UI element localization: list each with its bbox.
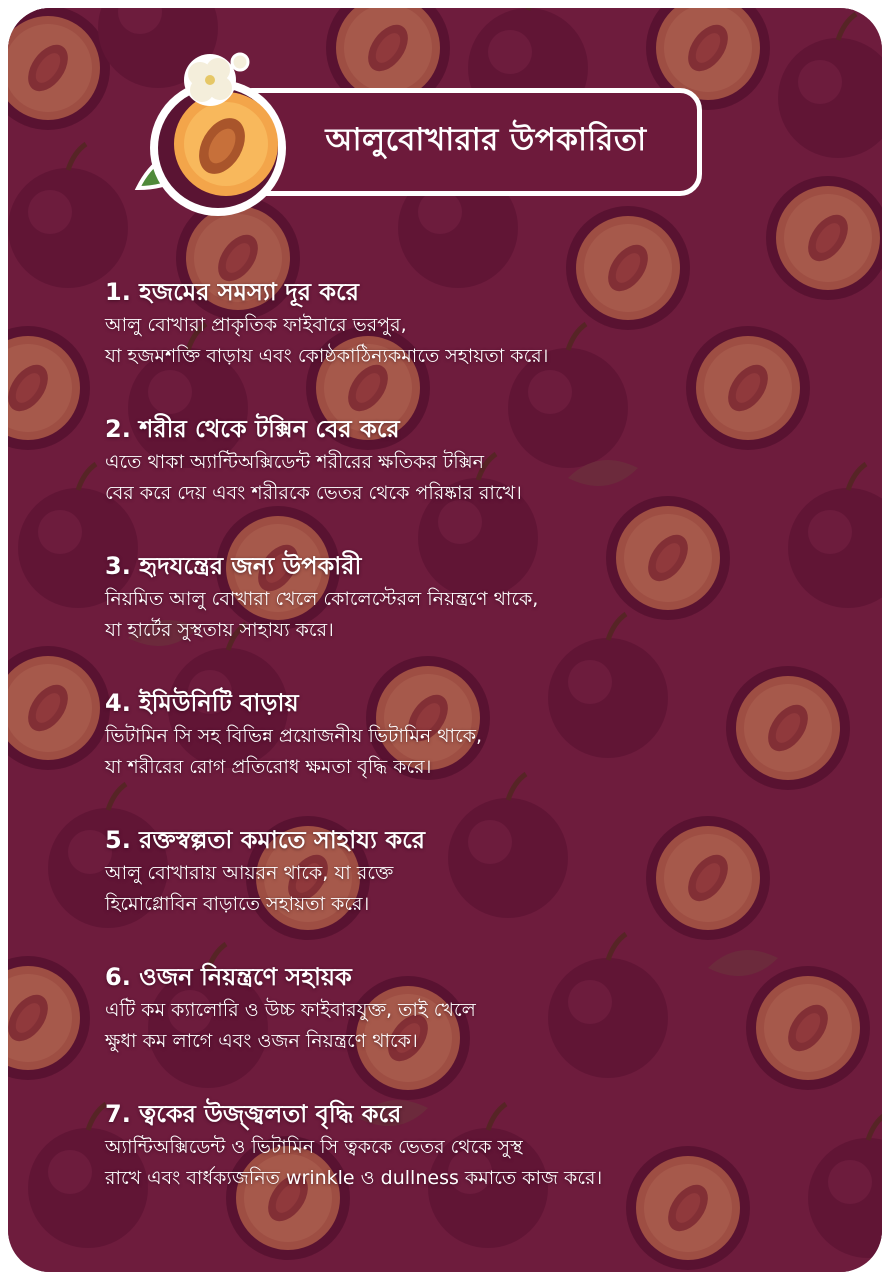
item-heading: 2. শরীর থেকে টক্সিন বের করে [105, 415, 400, 443]
item-heading: 5. রক্তস্বল্পতা কমাতে সাহায্য করে [105, 826, 425, 854]
list-item [105, 276, 825, 413]
benefits-list [105, 276, 825, 1235]
item-line: আলু বোখারায় আয়রন থাকে, যা রক্তে [105, 862, 394, 884]
item-line: এতে থাকা অ্যান্টিঅক্সিডেন্ট শরীরের ক্ষতিকর টক্সিন [105, 451, 485, 473]
item-line: যা হার্টের সুস্থতায় সাহায্য করে। [105, 619, 334, 641]
item-line: ক্ষুধা কম লাগে এবং ওজন নিয়ন্ত্রণে থাকে। [105, 1030, 418, 1052]
item-line: আলু বোখারা প্রাকৃতিক ফাইবারে ভরপুর, [105, 314, 407, 336]
list-item [105, 550, 825, 687]
list-item [105, 1098, 825, 1235]
list-item [105, 824, 825, 961]
item-line: রাখে এবং বার্ধক্যজনিত wrinkle ও dullness কমাতে কাজ করে। [105, 1167, 603, 1189]
item-line: ভিটামিন সি সহ বিভিন্ন প্রয়োজনীয় ভিটামিন থাকে, [105, 725, 483, 747]
item-line: যা হজমশক্তি বাড়ায় এবং কোষ্ঠকাঠিন্যকমাতে সহায়তা করে। [105, 345, 549, 367]
list-item [105, 413, 825, 550]
item-line: যা শরীরের রোগ প্রতিরোধ ক্ষমতা বৃদ্ধি করে। [105, 756, 432, 778]
item-line: বের করে দেয় এবং শরীরকে ভেতর থেকে পরিষ্কার রাখে। [105, 482, 522, 504]
item-heading: 6. ওজন নিয়ন্ত্রণে সহায়ক [105, 963, 352, 991]
item-line: নিয়মিত আলু বোখারা খেলে কোলেস্টেরল নিয়ন্ত্রণে থাকে, [105, 588, 539, 610]
title-banner [230, 88, 702, 196]
list-item [105, 687, 825, 824]
item-line: অ্যান্টিঅক্সিডেন্ট ও ভিটামিন সি ত্বককে ভেতর থেকে সুস্থ [105, 1136, 523, 1158]
page-title: আলুবোখারার উপকারিতা [325, 122, 647, 158]
item-heading: 4. ইমিউনিটি বাড়ায় [105, 689, 299, 717]
plum-half-with-flower-icon [118, 38, 288, 238]
item-heading: 3. হৃদযন্ত্রের জন্য উপকারী [105, 552, 362, 580]
item-line: এটি কম ক্যালোরি ও উচ্চ ফাইবারযুক্ত, তাই খেলে [105, 999, 476, 1021]
item-heading: 7. ত্বকের উজ্জ্বলতা বৃদ্ধি করে [105, 1100, 402, 1128]
item-heading: 1. হজমের সমস্যা দূর করে [105, 278, 359, 306]
infographic-card [8, 8, 882, 1272]
item-line: হিমোগ্লোবিন বাড়াতে সহায়তা করে। [105, 893, 370, 915]
list-item [105, 961, 825, 1098]
